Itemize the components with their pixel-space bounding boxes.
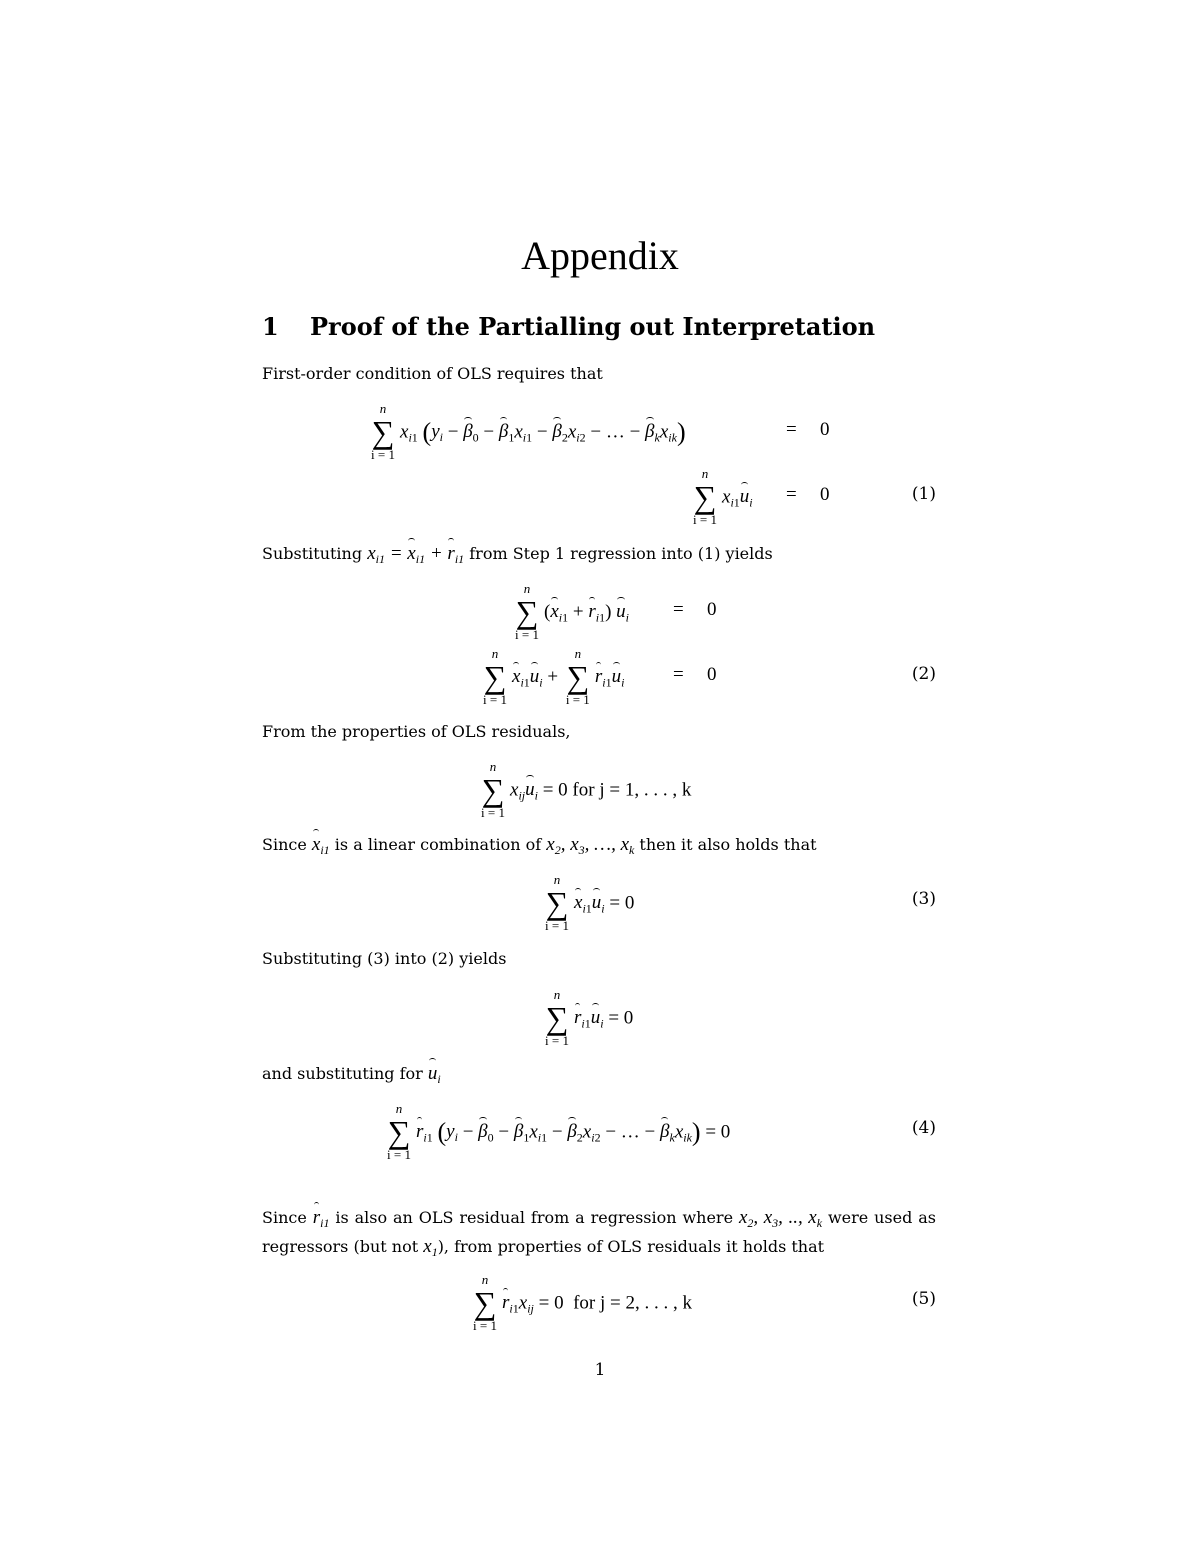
equation-rhs-zero: 0 (707, 599, 717, 620)
equation-rhs-zero: 0 (820, 419, 830, 440)
paragraph-ols-residual: Since $r_{i1}$ is also an OLS residual from a regression where $x_2$, $x_3$, .., $x_k$ were used as regressors (but not $x_1$), from properties of OLS residuals it holds that (262, 1207, 936, 1259)
equation-r-residual-sum: n ∑ i = 1 $r_{i1}u_i = 0$ (545, 987, 634, 1048)
page-title: Appendix (521, 233, 679, 278)
equation-number-3: (3) (911, 889, 936, 909)
paragraph-first-order: First-order condition of OLS requires that (262, 364, 603, 383)
equation-rhs-zero: 0 (820, 484, 830, 505)
equals-sign: = (786, 484, 797, 505)
section-number: 1 (262, 312, 279, 341)
equation-number-1: (1) (911, 484, 936, 504)
equation-rhs-zero: 0 (707, 664, 717, 685)
section-title: Proof of the Partialling out Interpretation (310, 312, 876, 341)
equation-3: n ∑ i = 1 $x_{i1}u_i = 0$ (545, 872, 635, 933)
paragraph-substituting: Substituting $x_{i1} = x_{i1} + r_{i1}$ from Step 1 regression into (1) yields (262, 543, 773, 566)
equation-split-sums: n ∑ i = 1 $x_{i1}u_i$ + n ∑ i = 1 $r_{i1}u_i$ (483, 646, 625, 707)
equation-4: n ∑ i = 1 $r_{i1}$ ($y_i - \beta_0 - \beta_1x_{i1} - \beta_2x_{i2}$ − … − $\beta_kx_{ik}) = 0$ (387, 1101, 731, 1162)
equation-substitution: n ∑ i = 1 $(x_{i1} + r_{i1})$ $u_i$ (515, 581, 629, 642)
equation-residual-property: n ∑ i = 1 $x_{ij}u_i = 0$ for j = 1, . . . , k (481, 759, 692, 820)
paragraph-linear-combination: Since $x_{i1}$ is a linear combination of $x_2$, $x_3$, …, $x_k$ then it also holds that (262, 834, 817, 857)
equation-number-4: (4) (911, 1118, 936, 1138)
equation-foc-expanded: n ∑ i = 1 $x_{i1}$ ($y_i - \beta_0 - \beta_1x_{i1} - \beta_2x_{i2}$ − … − $\beta_kx_{ik}$) (371, 401, 686, 462)
equals-sign: = (673, 664, 684, 685)
paragraph-substituting-for-u: and substituting for $u_i$ (262, 1063, 441, 1086)
equation-5: n ∑ i = 1 $r_{i1}x_{ij} = 0$ for j = 2, . . . , k (473, 1272, 692, 1333)
equals-sign: = (786, 419, 797, 440)
page-number: 1 (594, 1360, 606, 1380)
paragraph-properties: From the properties of OLS residuals, (262, 722, 571, 741)
paragraph-substituting-3-into-2: Substituting (3) into (2) yields (262, 949, 507, 968)
equation-number-5: (5) (911, 1289, 936, 1309)
equation-number-2: (2) (911, 664, 936, 684)
section-heading (262, 312, 875, 341)
equals-sign: = (673, 599, 684, 620)
equation-foc-compact: n ∑ i = 1 $x_{i1}u_i$ (693, 466, 753, 527)
